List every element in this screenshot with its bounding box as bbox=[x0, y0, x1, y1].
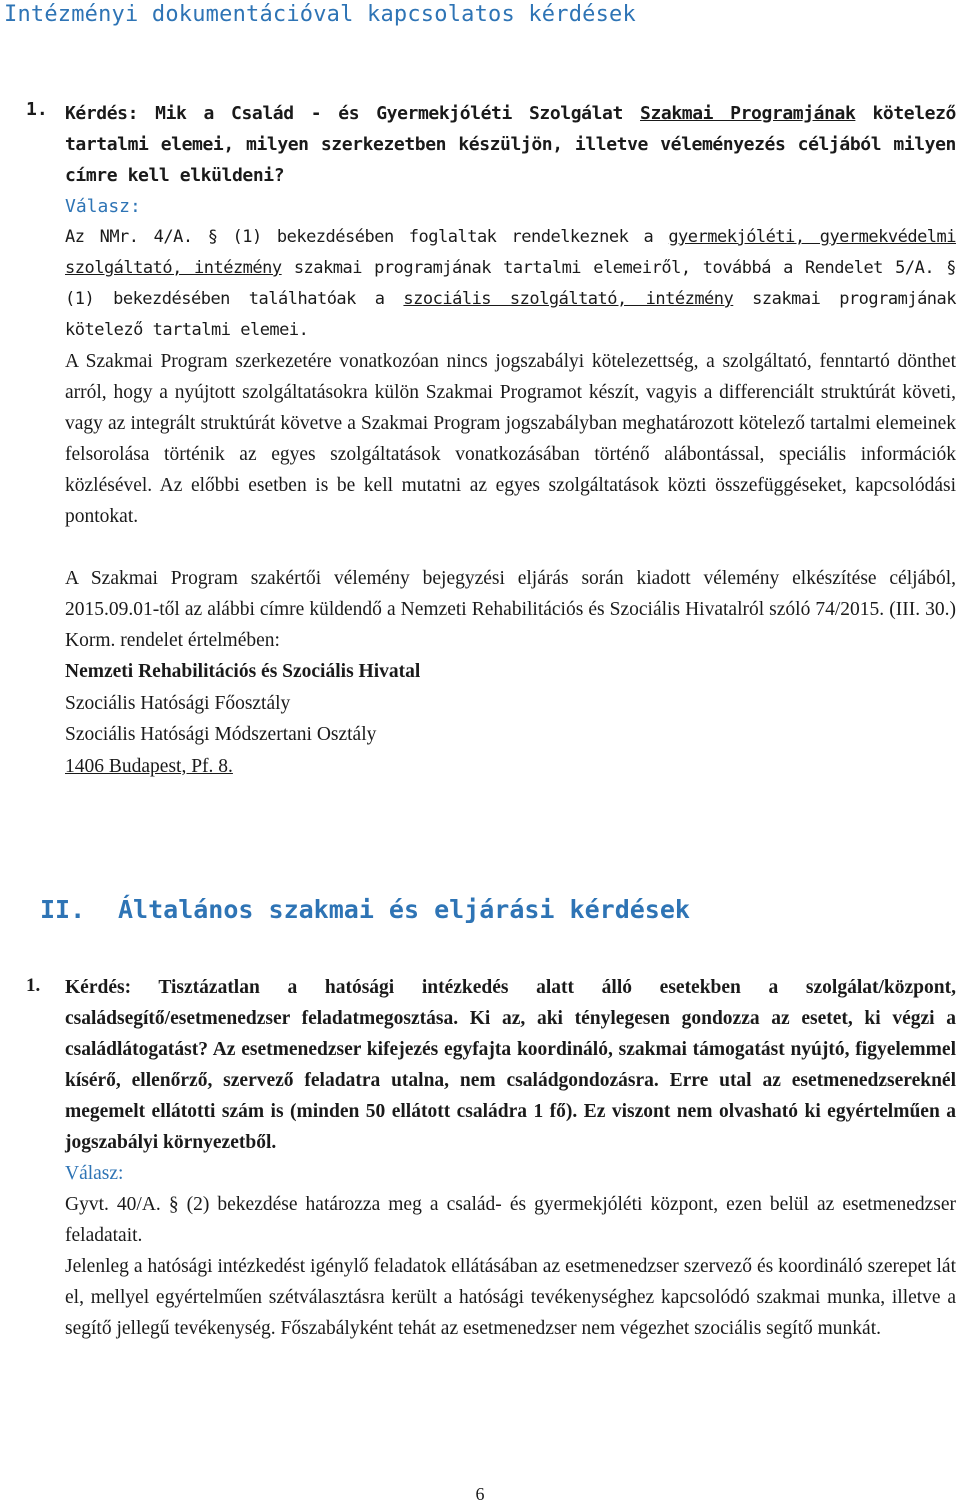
answer-1-p1-a: Az NMr. 4/A. § (1) bekezdésében foglaltak rendelkeznek a bbox=[65, 227, 669, 247]
address-department-2: Szociális Hatósági Módszertani Osztály bbox=[65, 724, 377, 745]
address-postal: 1406 Budapest, Pf. 8. bbox=[65, 755, 233, 777]
answer-label: Válasz: bbox=[65, 1163, 124, 1184]
question-number: 1. bbox=[26, 99, 48, 120]
address-organization: Nemzeti Rehabilitációs és Szociális Hivatal bbox=[65, 661, 421, 682]
answer-1-p1-underline-1: gyermekjóléti, gyermekvédelmi szolgáltató, intézmény bbox=[65, 227, 957, 278]
question-number: 1. bbox=[26, 975, 41, 996]
answer-label: Válasz: bbox=[65, 196, 141, 217]
answer-1-paragraph-2: A Szakmai Program szerkezetére vonatkozóan nincs jogszabályi kötelezettség, a szolgáltató, fenntartó dönthet arról, hogy a nyújtott szolgáltatásokra külön Szakmai Programot készít, vagyis a differenciált struktúrát követi, vagy az integrált struktúrát követve a Szakmai Program jogszabályban meghatározott kötelező tartalmi elemeinek felsorolása történik az egyes szolgáltatások vonatkozásában történő alábontással, speciális információk közlésével. Az előbbi esetben is be kell mutatni az egyes szolgáltatások közti összefüggéseket, kapcsolódási pontokat. bbox=[65, 351, 956, 527]
answer-1-paragraph-1 bbox=[65, 222, 956, 346]
answer-2-paragraph-1: Gyvt. 40/A. § (2) bekezdése határozza meg a család- és gyermekjóléti központ, ezen belül az esetmenedzser feladatait. bbox=[65, 1194, 956, 1246]
answer-2-paragraph-2: Jelenleg a hatósági intézkedést igénylő feladatok ellátásában az esetmenedzser szervező és koordináló szerepet lát el, mellyel egyértelműen szétválasztásra került a hatósági tevékenységhez kapcsolódó szakmai munka, illetve a segítő jellegű tevékenység. Főszabályként tehát az esetmenedzser nem végezhet szociális segítő munkát. bbox=[65, 1256, 956, 1339]
address-department-1: Szociális Hatósági Főosztály bbox=[65, 692, 291, 714]
section-title-text: Általános szakmai és eljárási kérdések bbox=[118, 895, 690, 924]
question-1-underlined: Szakmai Programjának bbox=[640, 103, 856, 124]
question-1-block bbox=[65, 98, 956, 782]
question-1-suffix: kötelező tartalmi elemei, milyen szerkezetben készüljön, illetve véleményezés céljából milyen címre kell elküldeni? bbox=[65, 103, 956, 186]
page-number: 6 bbox=[475, 1484, 485, 1504]
question-1-text bbox=[65, 98, 956, 191]
answer-1-p1-c: szakmai programjának kötelező tartalmi elemei. bbox=[65, 289, 957, 340]
section-heading bbox=[40, 895, 690, 924]
answer-1-p1-underline-2: szociális szolgáltató, intézmény bbox=[403, 289, 734, 309]
section-roman-numeral: II. bbox=[40, 895, 86, 924]
question-2-text: Kérdés: Tisztázatlan a hatósági intézkedés alatt álló esetekben a szolgálat/központ, családsegítő/esetmenedzser feladatmegosztása. Ki az, aki ténylegesen gondozza az esetet, ki végzi a családlátogatást? Az esetmenedzser kifejezés egyfajta koordináló, szakmai támogatást nyújtó, figyelemmel kísérő, ellenőrző, szervező feladatra utalna, nem családgondozásra. Erre utal az esetmenedzsereknél megemelt ellátotti szám is (minden 50 ellátott családra 1 fő). Ez viszont nem olvasható ki egyértelműen a jogszabályi környezetből. bbox=[65, 977, 956, 1153]
question-2-block bbox=[65, 972, 956, 1344]
question-1-prefix: Kérdés: Mik a Család - és Gyermekjóléti Szolgálat bbox=[65, 103, 641, 124]
page-header-title: Intézményi dokumentációval kapcsolatos kérdések bbox=[4, 2, 636, 27]
answer-1-p1-b: szakmai programjának tartalmi elemeiről, továbbá a Rendelet 5/A. § (1) bekezdésében találhatóak a bbox=[65, 258, 956, 309]
answer-1-paragraph-3: A Szakmai Program szakértői vélemény bejegyzési eljárás során kiadott vélemény elkészítése céljából, 2015.09.01-től az alábbi címre küldendő a Nemzeti Rehabilitációs és Szociális Hivatalról szóló 74/2015. (III. 30.) Korm. rendelet értelmében: bbox=[65, 568, 956, 651]
